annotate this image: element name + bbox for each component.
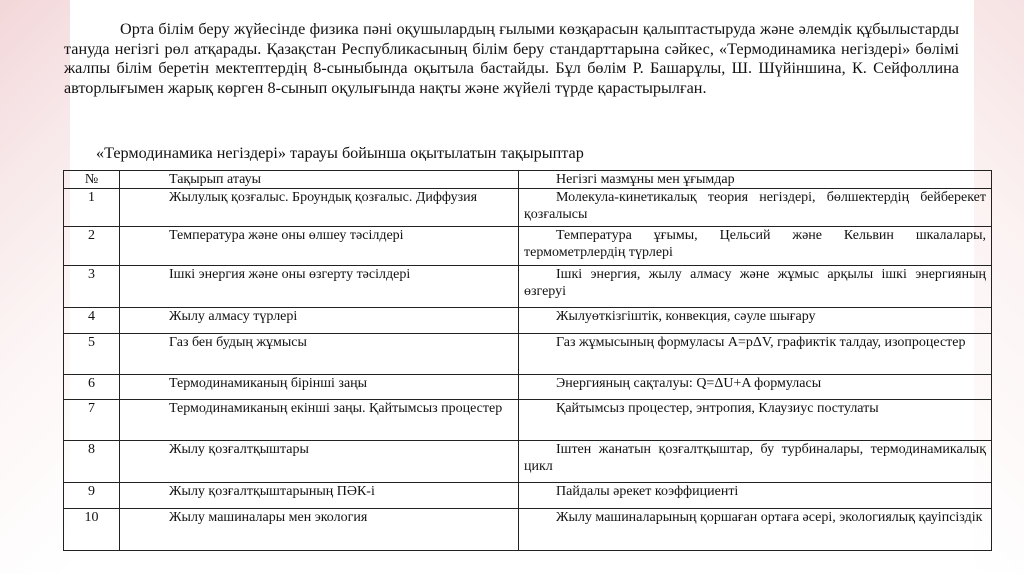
row-title: Газ бен будың жұмысы bbox=[120, 334, 519, 375]
topics-table bbox=[63, 170, 992, 551]
row-number: 4 bbox=[64, 308, 120, 334]
row-number: 3 bbox=[64, 266, 120, 308]
row-title: Жылу машиналары мен экология bbox=[120, 509, 519, 551]
row-content: Температура ұғымы, Цельсий және Кельвин шкалалары, термометрлердің түрлері bbox=[519, 227, 992, 266]
row-number: 5 bbox=[64, 334, 120, 375]
table-row bbox=[64, 308, 992, 334]
row-content: Пайдалы әрекет коэффициенті bbox=[519, 483, 992, 509]
row-title: Термодинамиканың екінші заңы. Қайтымсыз процестер bbox=[120, 400, 519, 441]
table-row bbox=[64, 334, 992, 375]
row-content: Газ жұмысының формуласы A=pΔV, графиктік талдау, изопроцестер bbox=[519, 334, 992, 375]
table-row bbox=[64, 266, 992, 308]
table-row bbox=[64, 375, 992, 400]
background-decoration-left bbox=[0, 0, 70, 574]
row-title: Жылулық қозғалыс. Броундық қозғалыс. Диффузия bbox=[120, 189, 519, 227]
table-caption: «Термодинамика негіздері» тарауы бойынша оқытылатын тақырыптар bbox=[96, 144, 584, 162]
row-number: 9 bbox=[64, 483, 120, 509]
row-content: Молекула-кинетикалық теория негіздері, бөлшектердің бейберекет қозғалысы bbox=[519, 189, 992, 227]
table-row bbox=[64, 483, 992, 509]
row-number: 7 bbox=[64, 400, 120, 441]
row-content: Жылу машиналарының қоршаған ортаға әсері, экологиялық қауіпсіздік bbox=[519, 509, 992, 551]
row-number: 1 bbox=[64, 189, 120, 227]
header-number: № bbox=[64, 171, 120, 189]
intro-paragraph: Орта білім беру жүйесінде физика пәні оқушылардың ғылыми көзқарасын қалыптастыруда және әлемдік құбылыстарды тануда негізгі рөл атқарады. Қазақстан Республикасының білім беру стандарттарына сәйкес, «Термодинамика негіздері» бөлімі жалпы білім беретін мектептердің 8-сыныбында оқытыла бастайды. Бұл бөлім Р. Башарұлы, Ш. Шүйіншина, К. Сейфоллина авторлығымен жарық көрген 8-сынып оқулығында нақты және жүйелі түрде қарастырылған. bbox=[64, 20, 959, 97]
row-title: Температура және оны өлшеу тәсілдері bbox=[120, 227, 519, 266]
table-row bbox=[64, 227, 992, 266]
row-number: 2 bbox=[64, 227, 120, 266]
row-content: Ішкі энергия, жылу алмасу және жұмыс арқылы ішкі энергияның өзгеруі bbox=[519, 266, 992, 308]
row-title: Жылу қозғалтқыштарының ПӘК-і bbox=[120, 483, 519, 509]
row-title: Термодинамиканың бірінші заңы bbox=[120, 375, 519, 400]
table-header-row bbox=[64, 171, 992, 189]
row-number: 6 bbox=[64, 375, 120, 400]
header-topic-title: Тақырып атауы bbox=[120, 171, 519, 189]
row-number: 10 bbox=[64, 509, 120, 551]
row-title: Ішкі энергия және оны өзгерту тәсілдері bbox=[120, 266, 519, 308]
row-content: Энергияның сақталуы: Q=ΔU+A формуласы bbox=[519, 375, 992, 400]
row-content: Жылуөткізгіштік, конвекция, сәуле шығару bbox=[519, 308, 992, 334]
table-row bbox=[64, 400, 992, 441]
table-row bbox=[64, 189, 992, 227]
row-content: Іштен жанатын қозғалтқыштар, бу турбиналары, термодинамикалық цикл bbox=[519, 441, 992, 483]
row-title: Жылу алмасу түрлері bbox=[120, 308, 519, 334]
table-row bbox=[64, 509, 992, 551]
row-content: Қайтымсыз процестер, энтропия, Клаузиус постулаты bbox=[519, 400, 992, 441]
row-number: 8 bbox=[64, 441, 120, 483]
row-title: Жылу қозғалтқыштары bbox=[120, 441, 519, 483]
header-content: Негізгі мазмұны мен ұғымдар bbox=[519, 171, 992, 189]
table-row bbox=[64, 441, 992, 483]
